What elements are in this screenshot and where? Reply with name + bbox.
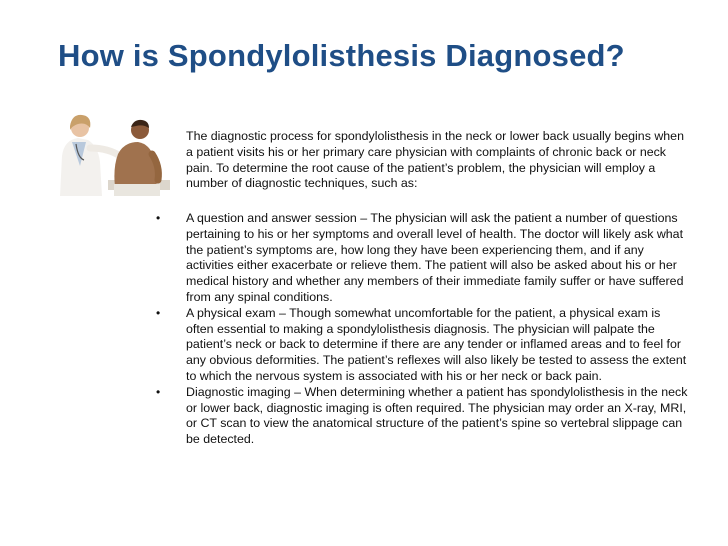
bullet-glyph: • xyxy=(156,384,161,399)
diagnostic-techniques-list xyxy=(150,211,690,448)
list-item-text: Diagnostic imaging – When determining whether a patient has spondylolisthesis in the neck or lower back, diagnostic imaging is often required. The physician may order an X-ray, MRI, or CT scan to view the anatomical structure of the patient’s spine so vertebral slippage can be detected. xyxy=(186,384,688,447)
bullet-glyph: • xyxy=(156,305,161,320)
list-item xyxy=(150,211,690,306)
list-item-text: A question and answer session – The physician will ask the patient a number of questions pertaining to his or her symptoms and overall level of health. The doctor will likely ask what the patient’s symptoms are, how long they have been experiencing them, and if any activities either exacerbate or relieve them. The patient will also be asked about his or her medical history and whether any members of their immediate family suffer or have suffered from any spinal conditions. xyxy=(186,211,684,304)
doctor-patient-photo xyxy=(50,96,170,196)
list-item-text: A physical exam – Though somewhat uncomfortable for the patient, a physical exam is often essential to making a spondylolisthesis diagnosis. The physician will palpate the patient’s neck or back to determine if there are any tender or inflamed areas and to feel for any obvious deformities. The patient’s reflexes will also likely be tested to assess the extent to which the nervous system is associated with his or her neck or back pain. xyxy=(186,305,687,383)
list-item xyxy=(150,306,690,385)
list-item xyxy=(150,385,690,448)
slide-title: How is Spondylolisthesis Diagnosed? xyxy=(58,38,625,73)
intro-paragraph: The diagnostic process for spondylolisthesis in the neck or lower back usually begins when a patient visits his or her primary care physician with complaints of chronic back or neck pain. To determine the root cause of the patient’s problem, the physician will employ a number of diagnostic techniques, such as: xyxy=(186,129,684,191)
bullet-glyph: • xyxy=(156,211,161,225)
